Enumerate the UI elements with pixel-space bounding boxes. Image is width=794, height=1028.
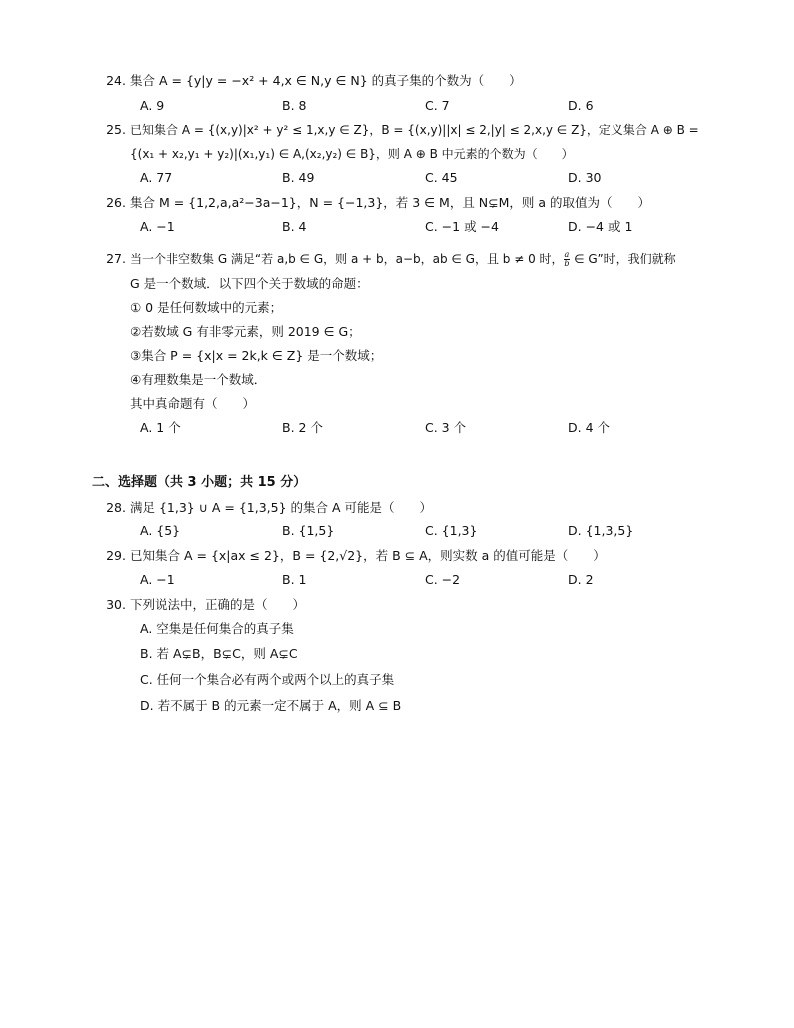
question-stem: 集合 M = {1,2,a,a²−3a−1}，N = {−1,3}，若 3 ∈ M，且 N⊊M，则 a 的取值为（ ） — [130, 195, 651, 210]
option-d: D. 4 个 — [568, 420, 610, 435]
fraction-denominator: b — [564, 259, 570, 268]
option-a: A. 空集是任何集合的真子集 — [140, 621, 294, 636]
option-b: B. {1,5} — [282, 523, 335, 538]
question-stem: 已知集合 A = {x|ax ≤ 2}，B = {2,√2}，若 B ⊆ A，则实数 a 的值可能是（ ） — [130, 548, 606, 563]
option-a: A. 77 — [140, 170, 173, 185]
option-b: B. 4 — [282, 219, 307, 234]
option-d: D. −4 或 1 — [568, 219, 633, 234]
option-d: D. 30 — [568, 170, 602, 185]
option-b: B. 1 — [282, 572, 307, 587]
question-stem: 满足 {1,3} ∪ A = {1,3,5} 的集合 A 可能是（ ） — [130, 500, 433, 515]
question-stem-line1: 已知集合 A = {(x,y)|x² + y² ≤ 1,x,y ∈ Z}，B = {(x,y)||x| ≤ 2,|y| ≤ 2,x,y ∈ Z}，定义集合 A ⊕ B = — [130, 123, 699, 137]
option-a: A. {5} — [140, 523, 181, 538]
question-number: 26. — [106, 195, 126, 210]
option-c: C. {1,3} — [425, 523, 478, 538]
option-a: A. −1 — [140, 219, 175, 234]
option-b: B. 49 — [282, 170, 315, 185]
question-stem-line2: {(x₁ + x₂,y₁ + y₂)|(x₁,y₁) ∈ A,(x₂,y₂) ∈ B}，则 A ⊕ B 中元素的个数为（ ） — [130, 147, 574, 161]
option-a: A. −1 — [140, 572, 175, 587]
option-c: C. 3 个 — [425, 420, 467, 435]
option-d: D. {1,3,5} — [568, 523, 634, 538]
option-c: C. 7 — [425, 98, 450, 113]
stem-text-part2: ∈ G”时，我们就称 — [570, 252, 676, 266]
option-a: A. 1 个 — [140, 420, 181, 435]
option-c: C. 任何一个集合必有两个或两个以上的真子集 — [140, 672, 395, 687]
option-c: C. 45 — [425, 170, 458, 185]
stem-text-part1: 当一个非空数集 G 满足“若 a,b ∈ G，则 a + b，a−b，ab ∈ G，且 b ≠ 0 时， — [130, 252, 564, 266]
section-title: 二、选择题（共 3 小题；共 15 分） — [92, 475, 307, 490]
option-c: C. −2 — [425, 572, 461, 587]
option-d: D. 6 — [568, 98, 594, 113]
fraction-numerator: a — [564, 250, 570, 259]
proposition-item: ③集合 P = {x|x = 2k,k ∈ Z} 是一个数域； — [130, 348, 383, 363]
option-b: B. 2 个 — [282, 420, 323, 435]
question-stem: 下列说法中，正确的是（ ） — [130, 597, 306, 612]
option-b: B. 若 A⊊B，B⊊C，则 A⊊C — [140, 646, 298, 661]
proposition-item: ②若数域 G 有非零元素，则 2019 ∈ G； — [130, 324, 361, 339]
question-number: 27. — [106, 251, 126, 266]
question-number: 24. — [106, 73, 126, 88]
question-stem-line2: G 是一个数域．以下四个关于数域的命题： — [130, 276, 369, 291]
question-stem-line1 — [130, 250, 676, 268]
option-b: B. 8 — [282, 98, 307, 113]
question-number: 30. — [106, 597, 126, 612]
option-c: C. −1 或 −4 — [425, 219, 499, 234]
question-number: 29. — [106, 548, 126, 563]
proposition-item: ① 0 是任何数域中的元素； — [130, 300, 283, 315]
question-number: 25. — [106, 122, 126, 137]
option-d: D. 2 — [568, 572, 594, 587]
proposition-item: ④有理数集是一个数域． — [130, 372, 267, 387]
option-a: A. 9 — [140, 98, 165, 113]
question-number: 28. — [106, 500, 126, 515]
question-ask: 其中真命题有（ ） — [130, 396, 256, 411]
question-stem: 集合 A = {y|y = −x² + 4,x ∈ N,y ∈ N} 的真子集的个数为（ ） — [130, 73, 522, 88]
option-d: D. 若不属于 B 的元素一定不属于 A，则 A ⊆ B — [140, 698, 402, 713]
